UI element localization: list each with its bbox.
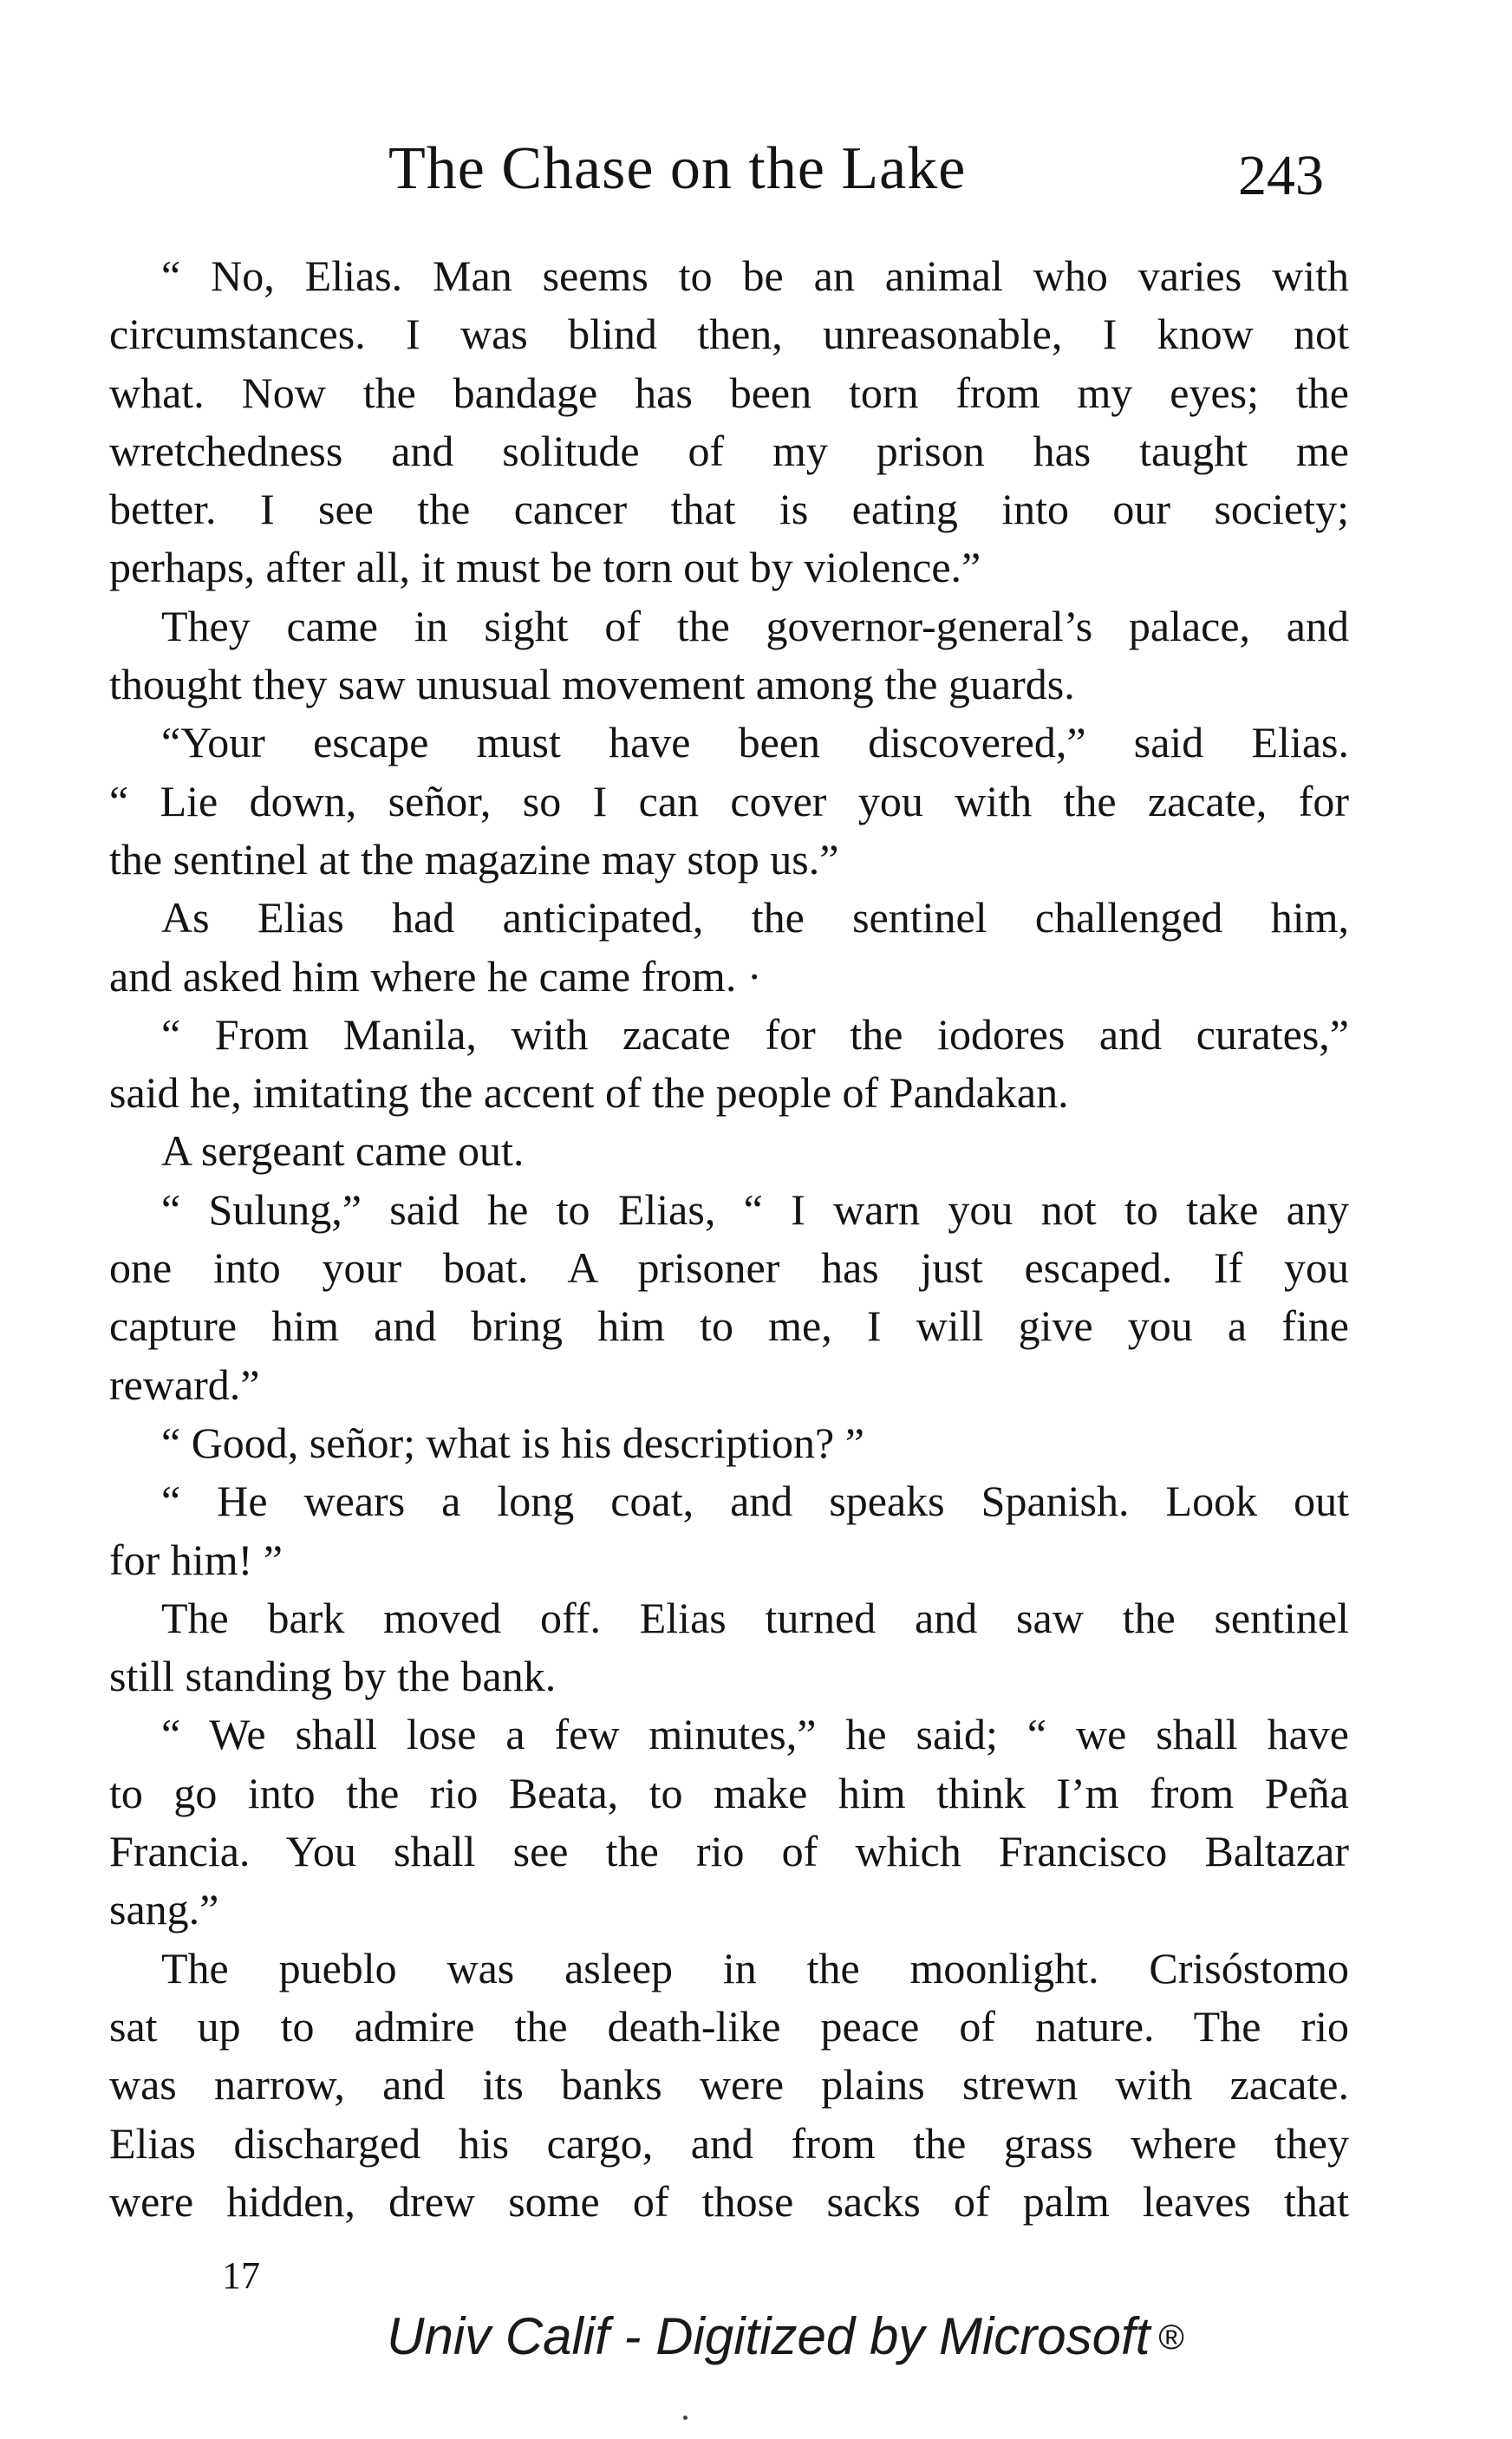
digitizer-watermark [0, 2298, 1512, 2376]
text-line: “ We shall lose a few minutes,” he said; “ we shall have [161, 1710, 1349, 1759]
text-line: for him! ” [109, 1535, 283, 1584]
text-line: sang.” [109, 1885, 219, 1934]
text-line: A sergeant came out. [161, 1126, 525, 1176]
text-line: “ Good, señor; what is his description? ” [161, 1418, 864, 1467]
text-line: “ No, Elias. Man seems to be an animal who varies with [161, 251, 1349, 300]
text-line: wretchedness and solitude of my prison has taught me [109, 426, 1349, 475]
text-line: “Your escape must have been discovered,” said Elias. [161, 718, 1349, 767]
text-line: reward.” [109, 1360, 260, 1409]
text-line: They came in sight of the governor-general’s palace, and [161, 601, 1349, 650]
text-line: perhaps, after all, it must be torn out by violence.” [109, 543, 981, 592]
text-line: one into your boat. A prisoner has just escaped. If you [109, 1243, 1349, 1293]
running-title: The Chase on the Lake [388, 135, 967, 202]
text-line: “ Lie down, señor, so I can cover you with the zacate, for [109, 776, 1349, 825]
text-line: still standing by the bank. [109, 1652, 557, 1701]
text-line: circumstances. I was blind then, unreasonable, I know not [109, 310, 1349, 359]
text-line: said he, imitating the accent of the people of Pandakan. [109, 1068, 1069, 1118]
text-line: thought they saw unusual movement among the guards. [109, 660, 1075, 709]
text-line: sat up to admire the death-like peace of nature. The rio [109, 2001, 1349, 2051]
page-number: 243 [1238, 144, 1324, 207]
text-line: to go into the rio Beata, to make him think I’m from Peña [109, 1768, 1349, 1817]
text-line: the sentinel at the magazine may stop us.” [109, 834, 839, 884]
text-line: better. I see the cancer that is eating into our society; [109, 485, 1349, 534]
registered-icon: ® [1158, 2318, 1184, 2357]
text-line: “ From Manila, with zacate for the iodores and curates,” [161, 1009, 1349, 1059]
text-line: The pueblo was asleep in the moonlight. Crisóstomo [161, 1943, 1349, 1992]
text-line: what. Now the bandage has been torn from my eyes; the [109, 368, 1349, 417]
text-line: “ He wears a long coat, and speaks Spanish. Look out [161, 1477, 1349, 1526]
digitizer-text: Univ Calif - Digitized by Microsoft [387, 2307, 1150, 2365]
text-line: capture him and bring him to me, I will give you a fine [109, 1301, 1349, 1351]
scan-speck [683, 2416, 688, 2420]
text-line: The bark moved off. Elias turned and saw the sentinel [161, 1593, 1349, 1642]
text-line: Francia. You shall see the rio of which Francisco Baltazar [109, 1827, 1349, 1876]
text-line: was narrow, and its banks were plains strewn with zacate. [109, 2060, 1349, 2110]
text-line: As Elias had anticipated, the sentinel challenged him, [161, 893, 1349, 942]
signature-mark: 17 [222, 2254, 260, 2297]
running-head [0, 130, 1512, 208]
text-line: and asked him where he came from. · [109, 951, 762, 1001]
body-text [109, 247, 1349, 2231]
text-line: were hidden, drew some of those sacks of palm leaves that [109, 2176, 1349, 2226]
text-line: “ Sulung,” said he to Elias, “ I warn you not to take any [161, 1184, 1349, 1234]
text-line: Elias discharged his cargo, and from the grass where they [109, 2118, 1349, 2168]
